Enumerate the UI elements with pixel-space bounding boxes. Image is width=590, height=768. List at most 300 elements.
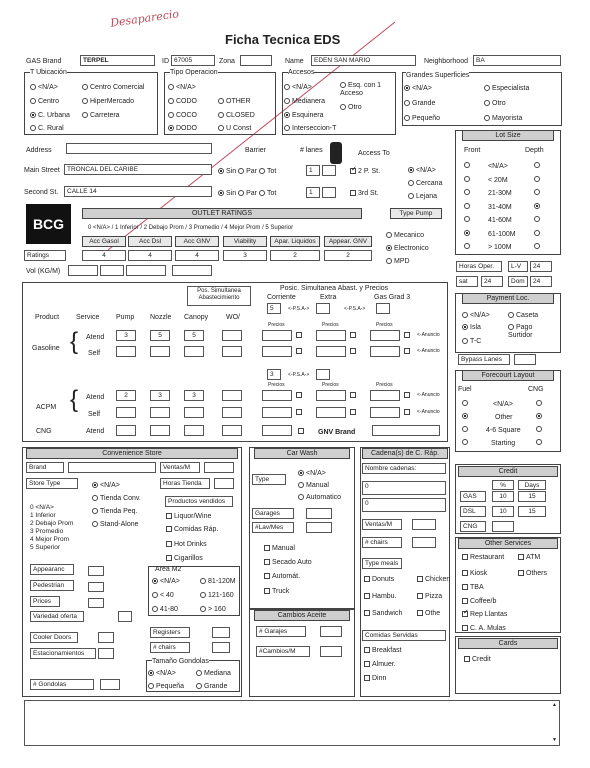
anuncio-label: <-Anuncio [417, 392, 440, 398]
precios-label: Precios [322, 322, 339, 328]
service-check[interactable]: ATM [518, 554, 540, 561]
self-label: Self [88, 350, 101, 357]
rating-value[interactable]: 4 [128, 250, 172, 261]
forecourt-option[interactable] [536, 439, 544, 446]
comidas-check[interactable]: Dinn [364, 675, 386, 682]
price-check[interactable] [350, 348, 358, 355]
name-label: Name [285, 58, 304, 65]
operacion-option[interactable]: COCO [168, 112, 197, 119]
tamano-option[interactable]: Mediana [196, 670, 231, 677]
price-field[interactable] [316, 407, 346, 418]
cng-price[interactable] [262, 425, 292, 436]
price-check[interactable] [296, 332, 304, 339]
horas-tienda-field[interactable] [214, 478, 234, 489]
rating-value[interactable]: 3 [223, 250, 267, 261]
service-check[interactable]: TBA [462, 584, 484, 591]
anuncio-label: <-Anuncio [417, 332, 440, 338]
front-size-option[interactable] [464, 203, 472, 210]
rating-value[interactable]: 2 [270, 250, 320, 261]
superficies-option[interactable]: Mayorista [484, 115, 522, 122]
registers-field[interactable] [212, 627, 230, 638]
lot-size-label: 41-60M [488, 217, 512, 224]
price-check[interactable] [350, 409, 358, 416]
superficies-option[interactable]: Grande [404, 100, 435, 107]
comidas-servidas-label: Comidas Servidas [362, 630, 446, 641]
carwash-option[interactable]: Automatico [298, 494, 341, 501]
bypass-lanes-label: Bypass Lanes [458, 354, 510, 365]
pump-option[interactable]: Electronico [386, 245, 429, 252]
second-barrier-options[interactable]: Sin Par Tot [218, 190, 276, 197]
ubicacion-option[interactable]: Centro Comercial [82, 84, 144, 91]
rating-value[interactable]: 4 [82, 250, 126, 261]
gnv-brand-field[interactable] [372, 425, 440, 436]
product-count-field[interactable]: 5 [150, 330, 170, 341]
product-count-field[interactable]: 3 [184, 390, 204, 401]
estac-label: Estacionamientos [30, 648, 96, 659]
price-check[interactable] [404, 409, 412, 416]
service-check[interactable]: ✓Rep Llantas [462, 611, 507, 618]
depth-size-option[interactable] [534, 243, 542, 250]
name-field[interactable]: EDEN SAN MARIO [311, 55, 416, 66]
vol-value[interactable] [172, 265, 212, 276]
ratings-row-label: Ratings [24, 250, 66, 261]
gas-brand-field[interactable]: TERPEL [80, 55, 155, 66]
payment-header: Payment Loc. [462, 293, 554, 304]
bypass-lanes-field[interactable] [514, 354, 536, 365]
product-count-field[interactable] [150, 346, 170, 357]
main-lanes-field[interactable]: 1 [306, 165, 320, 176]
superficies-option[interactable]: Especialista [484, 85, 529, 92]
access-option[interactable]: <N/A> [408, 167, 436, 174]
traffic-light-icon [330, 142, 342, 164]
page-title: Ficha Tecnica EDS [225, 32, 341, 47]
days-header: Days [518, 480, 546, 490]
front-size-option[interactable] [464, 243, 472, 250]
pump-option[interactable]: Mecanico [386, 232, 424, 239]
product-count-field[interactable] [184, 346, 204, 357]
dom-field[interactable]: 24 [530, 276, 552, 287]
area-option[interactable]: 121-160 [200, 592, 234, 599]
precios-label: Precios [376, 322, 393, 328]
depth-size-option[interactable] [534, 203, 542, 210]
area-option[interactable]: 41-80 [152, 606, 178, 613]
product-count-field[interactable] [116, 407, 136, 418]
store-scale-item: 4 Mejor Prom [30, 536, 70, 543]
cng-credit-pct[interactable] [492, 521, 514, 532]
appear-field[interactable] [88, 566, 104, 576]
payment-option[interactable]: Pago Surtidor [508, 324, 533, 339]
price-check[interactable] [296, 348, 304, 355]
grad-psa-field[interactable] [376, 303, 390, 314]
price-check[interactable] [404, 392, 412, 399]
service-check[interactable]: Coffee/b [462, 598, 496, 605]
ubicacion-option[interactable]: C. Rural [30, 125, 64, 132]
gnv-brand-label: GNV Brand [318, 429, 356, 436]
notes-scroll-down-icon[interactable]: ▼ [552, 737, 557, 743]
main-lanes-extra[interactable] [322, 165, 336, 176]
carwash-check[interactable]: Manual [264, 545, 295, 552]
neighborhood-field[interactable]: BA [473, 55, 561, 66]
front-size-option[interactable] [464, 230, 472, 237]
zona-label: Zona [219, 58, 235, 65]
access-option[interactable]: Lejana [408, 193, 437, 200]
corriente-psa-field[interactable]: 5 [267, 303, 281, 314]
cng-pump[interactable] [116, 425, 136, 436]
lav-field[interactable] [306, 522, 332, 533]
superficies-option[interactable]: Otro [484, 100, 506, 107]
forecourt-option[interactable] [462, 413, 470, 420]
area-option[interactable]: <N/A> [152, 578, 180, 585]
garajes-field[interactable] [320, 626, 342, 637]
cng-label: CNG [36, 428, 52, 435]
front-label: Front [464, 147, 481, 154]
product-count-field[interactable]: 3 [150, 390, 170, 401]
pedestrian-field[interactable] [88, 582, 104, 592]
rating-value[interactable]: 2 [324, 250, 372, 261]
rating-column-header: Apar. Liquidos [270, 236, 320, 247]
product-count-field[interactable] [116, 346, 136, 357]
type-pump-button[interactable]: Type Pump [390, 208, 442, 219]
front-size-option[interactable] [464, 162, 472, 169]
estac-field[interactable] [98, 648, 114, 659]
price-check[interactable] [350, 392, 358, 399]
meal-check[interactable]: Sandwich [364, 610, 402, 617]
forecourt-option[interactable] [536, 400, 544, 407]
lot-size-header: Lot Size [462, 130, 554, 141]
cng-canopy[interactable] [184, 425, 204, 436]
cng-wo[interactable] [222, 425, 242, 436]
ventas-field[interactable] [204, 462, 234, 473]
product-count-field[interactable]: 5 [184, 330, 204, 341]
forecourt-option[interactable] [462, 400, 470, 407]
depth-size-option[interactable] [534, 189, 542, 196]
access-option[interactable]: Cercana [408, 180, 442, 187]
fuel-label: Fuel [458, 386, 472, 393]
payment-option[interactable]: Isla [462, 324, 481, 331]
front-size-option[interactable] [464, 176, 472, 183]
product-check[interactable]: Comidas Ráp. [166, 526, 218, 533]
cards-header: Cards [458, 638, 558, 649]
dsl-credit-days[interactable]: 15 [518, 506, 546, 517]
acpm-label: ACPM [36, 404, 57, 411]
comidas-check[interactable]: Breakfast [364, 647, 402, 654]
third-street-check[interactable]: 3rd St. [350, 190, 379, 197]
service-check[interactable]: C. A. Mulas [462, 625, 506, 632]
notes-area[interactable] [24, 700, 560, 746]
ubicacion-option[interactable]: Centro [30, 98, 59, 105]
vol-field[interactable] [68, 265, 98, 276]
forecourt-header: Forecourt Layout [462, 370, 554, 381]
forecourt-option[interactable] [536, 426, 544, 433]
sat-label: sat [456, 276, 478, 287]
superficies-option[interactable]: Pequeño [404, 115, 440, 122]
second-lanes-extra[interactable] [322, 187, 336, 198]
store-type-option[interactable]: Tienda Peq. [92, 508, 138, 515]
cambios-field[interactable] [320, 646, 342, 657]
store-scale-item: 1 Inferior [30, 512, 56, 519]
depth-size-option[interactable] [534, 216, 542, 223]
gondolas-field[interactable] [100, 679, 120, 690]
brand-field[interactable] [68, 462, 156, 473]
depth-size-option[interactable] [534, 176, 542, 183]
store-type-label: Store Type [26, 478, 78, 489]
price-field[interactable] [262, 390, 292, 401]
precios-label: Precios [376, 382, 393, 388]
horas-tienda-label: Horas Tienda [160, 478, 210, 489]
ubicacion-option[interactable]: <N/A> [30, 84, 58, 91]
store-type-option[interactable]: <N/A> [92, 482, 120, 489]
front-size-option[interactable] [464, 189, 472, 196]
cadena-ventas-field[interactable] [412, 519, 436, 530]
price-field[interactable] [262, 346, 292, 357]
wo-field[interactable] [222, 407, 242, 418]
prices-field[interactable] [88, 598, 104, 608]
ratings-scale: 0 <N/A> / 1 Inferior / 2 Debajo Prom / 3 Promedio / 4 Mejor Prom / 5 Superior [88, 225, 294, 231]
meal-check[interactable]: Donuts [364, 576, 394, 583]
superficies-option[interactable]: <N/A> [404, 85, 432, 92]
dsl-credit-label: DSL [460, 506, 486, 517]
meal-check[interactable]: Chicken [417, 576, 450, 583]
precios-label: Precios [268, 322, 285, 328]
store-type-option[interactable]: Tienda Conv. [92, 495, 141, 502]
vol-field[interactable] [100, 265, 124, 276]
price-field[interactable] [262, 407, 292, 418]
wo-field[interactable] [222, 346, 242, 357]
garajes-label: # Garajes [256, 626, 306, 637]
depth-size-option[interactable] [534, 162, 542, 169]
product-check[interactable]: Liquor/Wine [166, 513, 211, 520]
cadena-field[interactable]: 0 [362, 481, 446, 495]
operacion-option[interactable]: DODO [168, 125, 197, 132]
area-option[interactable]: > 160 [200, 606, 226, 613]
cadena-chairs-field[interactable] [412, 537, 436, 548]
acpm-psa-extra[interactable] [316, 369, 330, 380]
cards-check[interactable]: Credit [464, 656, 491, 663]
price-field[interactable] [370, 390, 400, 401]
service-check[interactable]: Restaurant [462, 554, 504, 561]
pos-sim-precios-label: Posic. Simultanea Abast. y Precios [280, 285, 389, 292]
carwash-option[interactable]: <N/A> [298, 470, 326, 477]
product-check[interactable]: Hot Drinks [166, 541, 207, 548]
gas-grad-label: Gas Grad 3 [374, 294, 411, 301]
garages-label: Garages [252, 508, 294, 519]
meal-check[interactable]: Pizza [417, 593, 442, 600]
tamano-option[interactable]: Pequeña [148, 683, 184, 690]
tamano-option[interactable]: Grande [196, 683, 227, 690]
anuncio-label: <-Anuncio [417, 348, 440, 354]
store-type-option[interactable]: Stand-Alone [92, 521, 139, 528]
pos-sim-abast-label: Pos. Simultanea Abastecimiento [187, 286, 251, 306]
service-check[interactable]: Kiosk [462, 570, 487, 577]
meal-check[interactable]: Othe [417, 610, 440, 617]
prices-label: Prices [30, 596, 60, 607]
cambios-header: Cambios Aceite [254, 610, 350, 621]
depth-size-option[interactable] [534, 230, 542, 237]
accesos-option[interactable]: Medianera [284, 98, 325, 105]
accesos-option[interactable]: Esq. con 1 Acceso [340, 82, 382, 97]
tamano-title: Tamaño Gondolas [152, 658, 209, 665]
access-to-label: Access To [358, 150, 390, 157]
price-field[interactable] [316, 330, 346, 341]
accesos-option[interactable]: <N/A> [284, 84, 312, 91]
cooler-field[interactable] [98, 632, 114, 643]
price-check[interactable] [350, 332, 358, 339]
price-field[interactable] [370, 346, 400, 357]
appear-label: Appearanc [30, 564, 74, 575]
operacion-option[interactable]: CODO [168, 98, 197, 105]
wo-field[interactable] [222, 390, 242, 401]
cadena-field[interactable]: 0 [362, 498, 446, 512]
carwash-check[interactable]: Automát. [264, 573, 300, 580]
product-col-header: Product [35, 314, 60, 321]
operacion-option[interactable]: CLOSED [218, 112, 255, 119]
garages-field[interactable] [306, 508, 332, 519]
variedad-field[interactable] [118, 611, 132, 622]
payment-option[interactable]: T-C [462, 338, 481, 345]
forecourt-label: 4-6 Square [486, 427, 521, 434]
precios-label: Precios [268, 382, 285, 388]
accesos-option[interactable]: Esquinera [284, 112, 324, 119]
second-lanes-field[interactable]: 1 [306, 187, 320, 198]
product-count-field[interactable]: 2 [116, 390, 136, 401]
price-field[interactable] [316, 390, 346, 401]
carwash-header: Car Wash [254, 448, 350, 459]
lot-size-label: 21-30M [488, 190, 512, 197]
main-street-field[interactable]: TRONCAL DEL CARIBE [64, 164, 212, 175]
carwash-check[interactable]: Truck [264, 588, 289, 595]
payment-option[interactable]: Caseta [508, 312, 538, 319]
dom-label: Dom [508, 276, 528, 287]
operacion-option[interactable]: U Const [218, 125, 251, 132]
accesos-option[interactable]: Otro [340, 104, 362, 111]
cadena-header: Cadena(s) de C. Ráp. [362, 448, 448, 459]
price-field[interactable] [316, 346, 346, 357]
type-meals-label: Type meals [362, 558, 402, 569]
store-chairs-field[interactable] [212, 642, 230, 653]
operacion-option[interactable]: OTHER [218, 98, 251, 105]
handwritten-annotation: Desaparecio [109, 7, 180, 30]
credit-header: Credit [458, 466, 558, 477]
vol-value[interactable] [126, 265, 166, 276]
carwash-check[interactable]: Secado Auto [264, 559, 312, 566]
tamano-option[interactable]: <N/A> [148, 670, 176, 677]
product-count-field[interactable] [184, 407, 204, 418]
productos-label: Productos vendidos [165, 496, 233, 507]
rating-value[interactable]: 4 [175, 250, 219, 261]
lv-field[interactable]: 24 [530, 261, 552, 272]
store-header: Convenience Store [26, 448, 238, 459]
address-field[interactable] [66, 143, 212, 154]
cng-layout-label: CNG [528, 386, 544, 393]
price-field[interactable] [262, 330, 292, 341]
dsl-credit-pct[interactable]: 10 [492, 506, 514, 517]
price-check[interactable] [296, 409, 304, 416]
cadena-chairs-label: # chairs [362, 537, 402, 548]
pct-header: % [492, 480, 514, 490]
price-check[interactable] [404, 348, 412, 355]
lot-size-label: 31-40M [488, 203, 512, 211]
area-option[interactable]: < 40 [152, 592, 174, 599]
nombre-cadenas-label: Nombre cadenas: [362, 463, 446, 474]
gondolas-label: # Gondolas [30, 679, 94, 690]
rating-column-header: Acc Gasol [82, 236, 126, 247]
ubicacion-option[interactable]: HiperMercado [82, 98, 134, 105]
corriente-label: Corriente [267, 294, 296, 301]
price-check[interactable] [296, 392, 304, 399]
lot-size-label: < 20M [488, 176, 508, 184]
product-count-field[interactable] [150, 407, 170, 418]
rating-column-header: Viability [223, 236, 267, 247]
sat-field[interactable]: 24 [481, 276, 503, 287]
gasoline-label: Gasoline [32, 345, 60, 352]
lanes-label: # lanes [300, 147, 323, 154]
pump-col-header: Pump [116, 314, 135, 321]
precios-label: Precios [322, 382, 339, 388]
store-rating-scale [30, 504, 73, 552]
area-option[interactable]: 81-120M [200, 578, 236, 585]
wo-field[interactable] [222, 330, 242, 341]
forecourt-option[interactable] [536, 413, 544, 420]
cng-credit-label: CNG [460, 521, 486, 532]
self-label: Self [88, 411, 101, 418]
product-check[interactable]: Cigarillos [166, 555, 203, 562]
extra-psa-field[interactable] [316, 303, 330, 314]
price-check[interactable] [404, 332, 412, 339]
price-field[interactable] [370, 330, 400, 341]
gas-credit-days[interactable]: 15 [518, 491, 546, 502]
brand-label: Brand [26, 462, 64, 473]
pump-option[interactable]: MPD [386, 258, 410, 265]
two-p-street-check[interactable]: ✓ 2 P. St. [350, 168, 380, 175]
payment-option[interactable]: <N/A> [462, 312, 490, 319]
horas-oper-label: Horas Oper. [456, 261, 502, 272]
front-size-option[interactable] [464, 216, 472, 223]
cng-nozzle[interactable] [150, 425, 170, 436]
id-label: ID [162, 58, 169, 65]
service-check[interactable]: Others [518, 570, 547, 577]
cng-check[interactable] [298, 428, 306, 435]
forecourt-option[interactable] [462, 426, 470, 433]
price-field[interactable] [370, 407, 400, 418]
product-count-field[interactable]: 3 [116, 330, 136, 341]
variedad-label: Variedad oferta [30, 611, 84, 622]
second-street-label: Second St. [24, 189, 59, 196]
comidas-check[interactable]: Almuer. [364, 661, 396, 668]
second-street-field[interactable]: CALLE 14 [64, 186, 212, 197]
acpm-psa-field[interactable]: 3 [267, 369, 281, 380]
main-street-label: Main Street [24, 167, 60, 174]
ubicacion-option[interactable]: C. Urbana [30, 112, 70, 119]
notes-scroll-up-icon[interactable]: ▲ [552, 702, 557, 708]
main-barrier-options[interactable]: Sin Par Tot [218, 168, 276, 175]
cooler-label: Cooler Doors [30, 632, 78, 643]
gas-credit-pct[interactable]: 10 [492, 491, 514, 502]
lot-size-label: 61-100M [488, 230, 516, 238]
ubicacion-option[interactable]: Carretera [82, 112, 120, 119]
carwash-option[interactable]: Manual [298, 482, 329, 489]
brace-icon: { [70, 386, 79, 413]
accesos-option[interactable]: Interseccion-T [284, 125, 336, 132]
operacion-option[interactable]: <N/A> [168, 84, 196, 91]
id-field[interactable]: 67005 [171, 55, 215, 66]
meal-check[interactable]: Hambu. [364, 593, 397, 600]
gas-brand-label: GAS Brand [26, 58, 62, 65]
address-label: Address [26, 147, 52, 154]
service-col-header: Service [76, 314, 100, 321]
zona-field[interactable] [240, 55, 272, 66]
forecourt-option[interactable] [462, 439, 470, 446]
atend-label: Atend [86, 394, 105, 401]
